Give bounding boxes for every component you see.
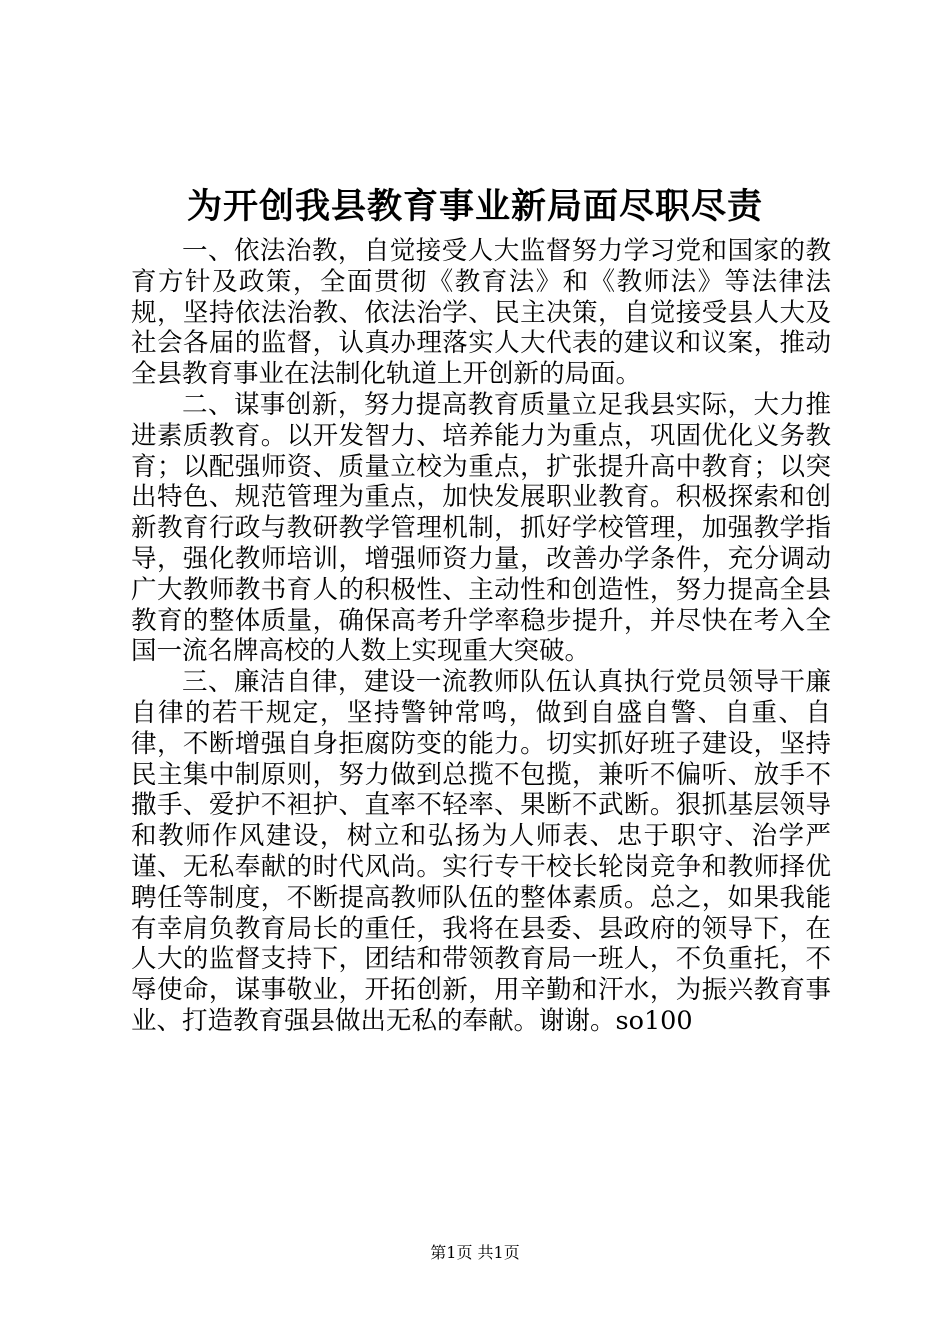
document-body (131, 236, 831, 1037)
page-number-footer: 第1页 共1页 (430, 1243, 520, 1262)
paragraph-3: 三、廉洁自律，建设一流教师队伍认真执行党员领导干廉自律的若干规定，坚持警钟常鸣，做到自盛自警、自重、自律，不断增强自身拒腐防变的能力。切实抓好班子建设，坚持民主集中制原则，努力做到总揽不包揽，兼听不偏听、放手不撒手、爱护不袒护、直率不轻率、果断不武断。狠抓基层领导和教师作风建设，树立和弘扬为人师表、忠于职守、治学严谨、无私奉献的时代风尚。实行专干校长轮岗竞争和教师择优聘任等制度，不断提高教师队伍的整体素质。总之，如果我能有幸肩负教育局长的重任，我将在县委、县政府的领导下，在人大的监督支持下，团结和带领教育局一班人，不负重托，不辱使命，谋事敬业，开拓创新，用辛勤和汗水，为振兴教育事业、打造教育强县做出无私的奉献。谢谢。so100 (131, 667, 831, 1036)
document-title: 为开创我县教育事业新局面尽职尽责 (186, 186, 763, 227)
paragraph-1: 一、依法治教，自觉接受人大监督努力学习党和国家的教育方针及政策，全面贯彻《教育法》和《教师法》等法律法规，坚持依法治教、依法治学、民主决策，自觉接受县人大及社会各届的监督，认真办理落实人大代表的建议和议案，推动全县教育事业在法制化轨道上开创新的局面。 (131, 236, 831, 390)
paragraph-2: 二、谋事创新，努力提高教育质量立足我县实际，大力推进素质教育。以开发智力、培养能力为重点，巩固优化义务教育；以配强师资、质量立校为重点，扩张提升高中教育；以突出特色、规范管理为重点，加快发展职业教育。积极探索和创新教育行政与教研教学管理机制，抓好学校管理，加强教学指导，强化教师培训，增强师资力量，改善办学条件，充分调动广大教师教书育人的积极性、主动性和创造性，努力提高全县教育的整体质量，确保高考升学率稳步提升，并尽快在考入全国一流名牌高校的人数上实现重大突破。 (131, 389, 831, 667)
